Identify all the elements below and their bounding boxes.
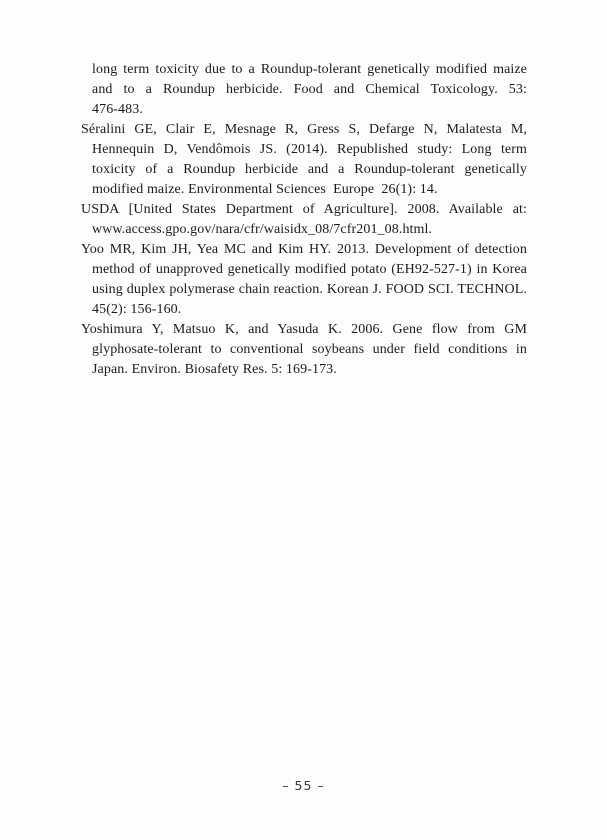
reference-line: toxicity of a Roundup herbicide and a Roundup-tolerant genetically [92, 162, 527, 177]
reference-line: method of unapproved genetically modified potato (EH92-527-1) in Korea [92, 262, 527, 277]
reference-line: Hennequin D, Vendômois JS. (2014). Republished study: Long term [92, 142, 527, 157]
reference-line: 45(2): 156-160. [92, 302, 182, 317]
reference-line: www.access.gpo.gov/nara/cfr/waisidx_08/7cfr201_08.html. [92, 222, 433, 237]
reference-line: modified maize. Environmental Sciences Europe 26(1): 14. [92, 182, 438, 197]
reference-entry [81, 320, 527, 380]
reference-entry [81, 60, 527, 120]
reference-line: and to a Roundup herbicide. Food and Chemical Toxicology. 53: [92, 82, 527, 97]
reference-line: Yoo MR, Kim JH, Yea MC and Kim HY. 2013. Development of detection [81, 242, 527, 257]
reference-line: Yoshimura Y, Matsuo K, and Yasuda K. 2006. Gene flow from GM [81, 322, 527, 337]
page-number: – 55 – [282, 778, 325, 793]
reference-line: USDA [United States Department of Agriculture]. 2008. Available at: [81, 202, 527, 217]
reference-entry [81, 120, 527, 200]
reference-line: glyphosate-tolerant to conventional soybeans under field conditions in [92, 342, 527, 357]
references-list [81, 60, 527, 380]
reference-line: Japan. Environ. Biosafety Res. 5: 169-173. [92, 362, 337, 377]
reference-line: 476-483. [92, 102, 143, 117]
reference-entry [81, 240, 527, 320]
reference-line: long term toxicity due to a Roundup-tolerant genetically modified maize [92, 62, 527, 77]
reference-line: using duplex polymerase chain reaction. Korean J. FOOD SCI. TECHNOL. [92, 282, 527, 297]
reference-entry [81, 200, 527, 240]
reference-line: Séralini GE, Clair E, Mesnage R, Gress S, Defarge N, Malatesta M, [81, 122, 527, 137]
